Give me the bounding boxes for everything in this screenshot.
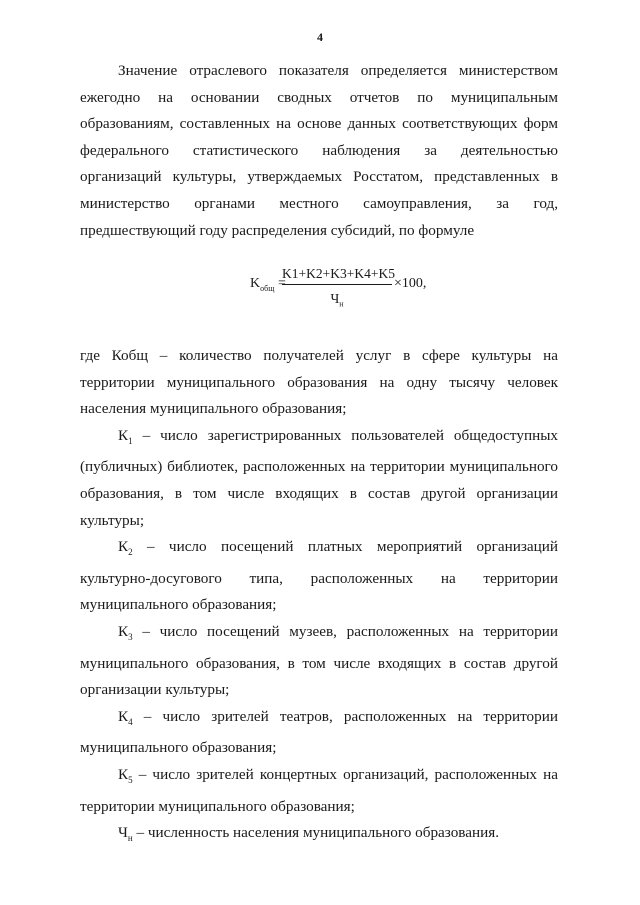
k4-definition: $К_4$ – число зрителей театров, расположенных на территории муниципального образования; — [80, 707, 558, 757]
formula-numerator: K1+K2+K3+K4+K5 — [282, 266, 392, 285]
page-number: 4 — [317, 30, 323, 44]
intro-block — [80, 58, 558, 244]
definitions-block — [80, 343, 558, 852]
k3-definition: $К_3$ – число посещений музеев, расположенных на территории муниципального образования, в том числе входящих в состав другой организации культуры; — [80, 623, 558, 699]
where-paragraph: где Кобщ – количество получателей услуг в сфере культуры на территории муниципального образования на одну тысячу человек населения муниципального образования; — [80, 347, 558, 418]
formula-fraction — [282, 266, 395, 309]
formula-equals: = — [278, 276, 286, 291]
formula-lhs: $K_{общ}$ — [250, 276, 275, 293]
k1-definition: $К_1$ – число зарегистрированных пользователей общедоступных (публичных) библиотек, расположенных на территории муниципального образования, в том числе входящих в состав другой организации культуры; — [80, 426, 558, 529]
intro-paragraph: Значение отраслевого показателя определяется министерством ежегодно на основании сводных отчетов по муниципальным образованиям, составленных на основе данных соответствующих форм федерального статистического наблюдения за деятельностью организаций культуры, утверждаемых Росстатом, представленных в министерство органами местного самоуправления, за год, предшествующий году распределения субсидий, по формуле — [80, 62, 558, 239]
formula-denominator: $Ч_н$ — [330, 291, 344, 309]
k2-definition: $К_2$ – число посещений платных мероприятий организаций культурно-досугового типа, расположенных на территории муниципального образования; — [80, 538, 558, 614]
formula-multiplier: ×100, — [394, 276, 427, 291]
population-definition: $Ч_н$ – численность населения муниципального образования. — [118, 824, 500, 844]
k5-definition: $К_5$ – число зрителей концертных организаций, расположенных на территории муниципального образования; — [80, 766, 558, 815]
